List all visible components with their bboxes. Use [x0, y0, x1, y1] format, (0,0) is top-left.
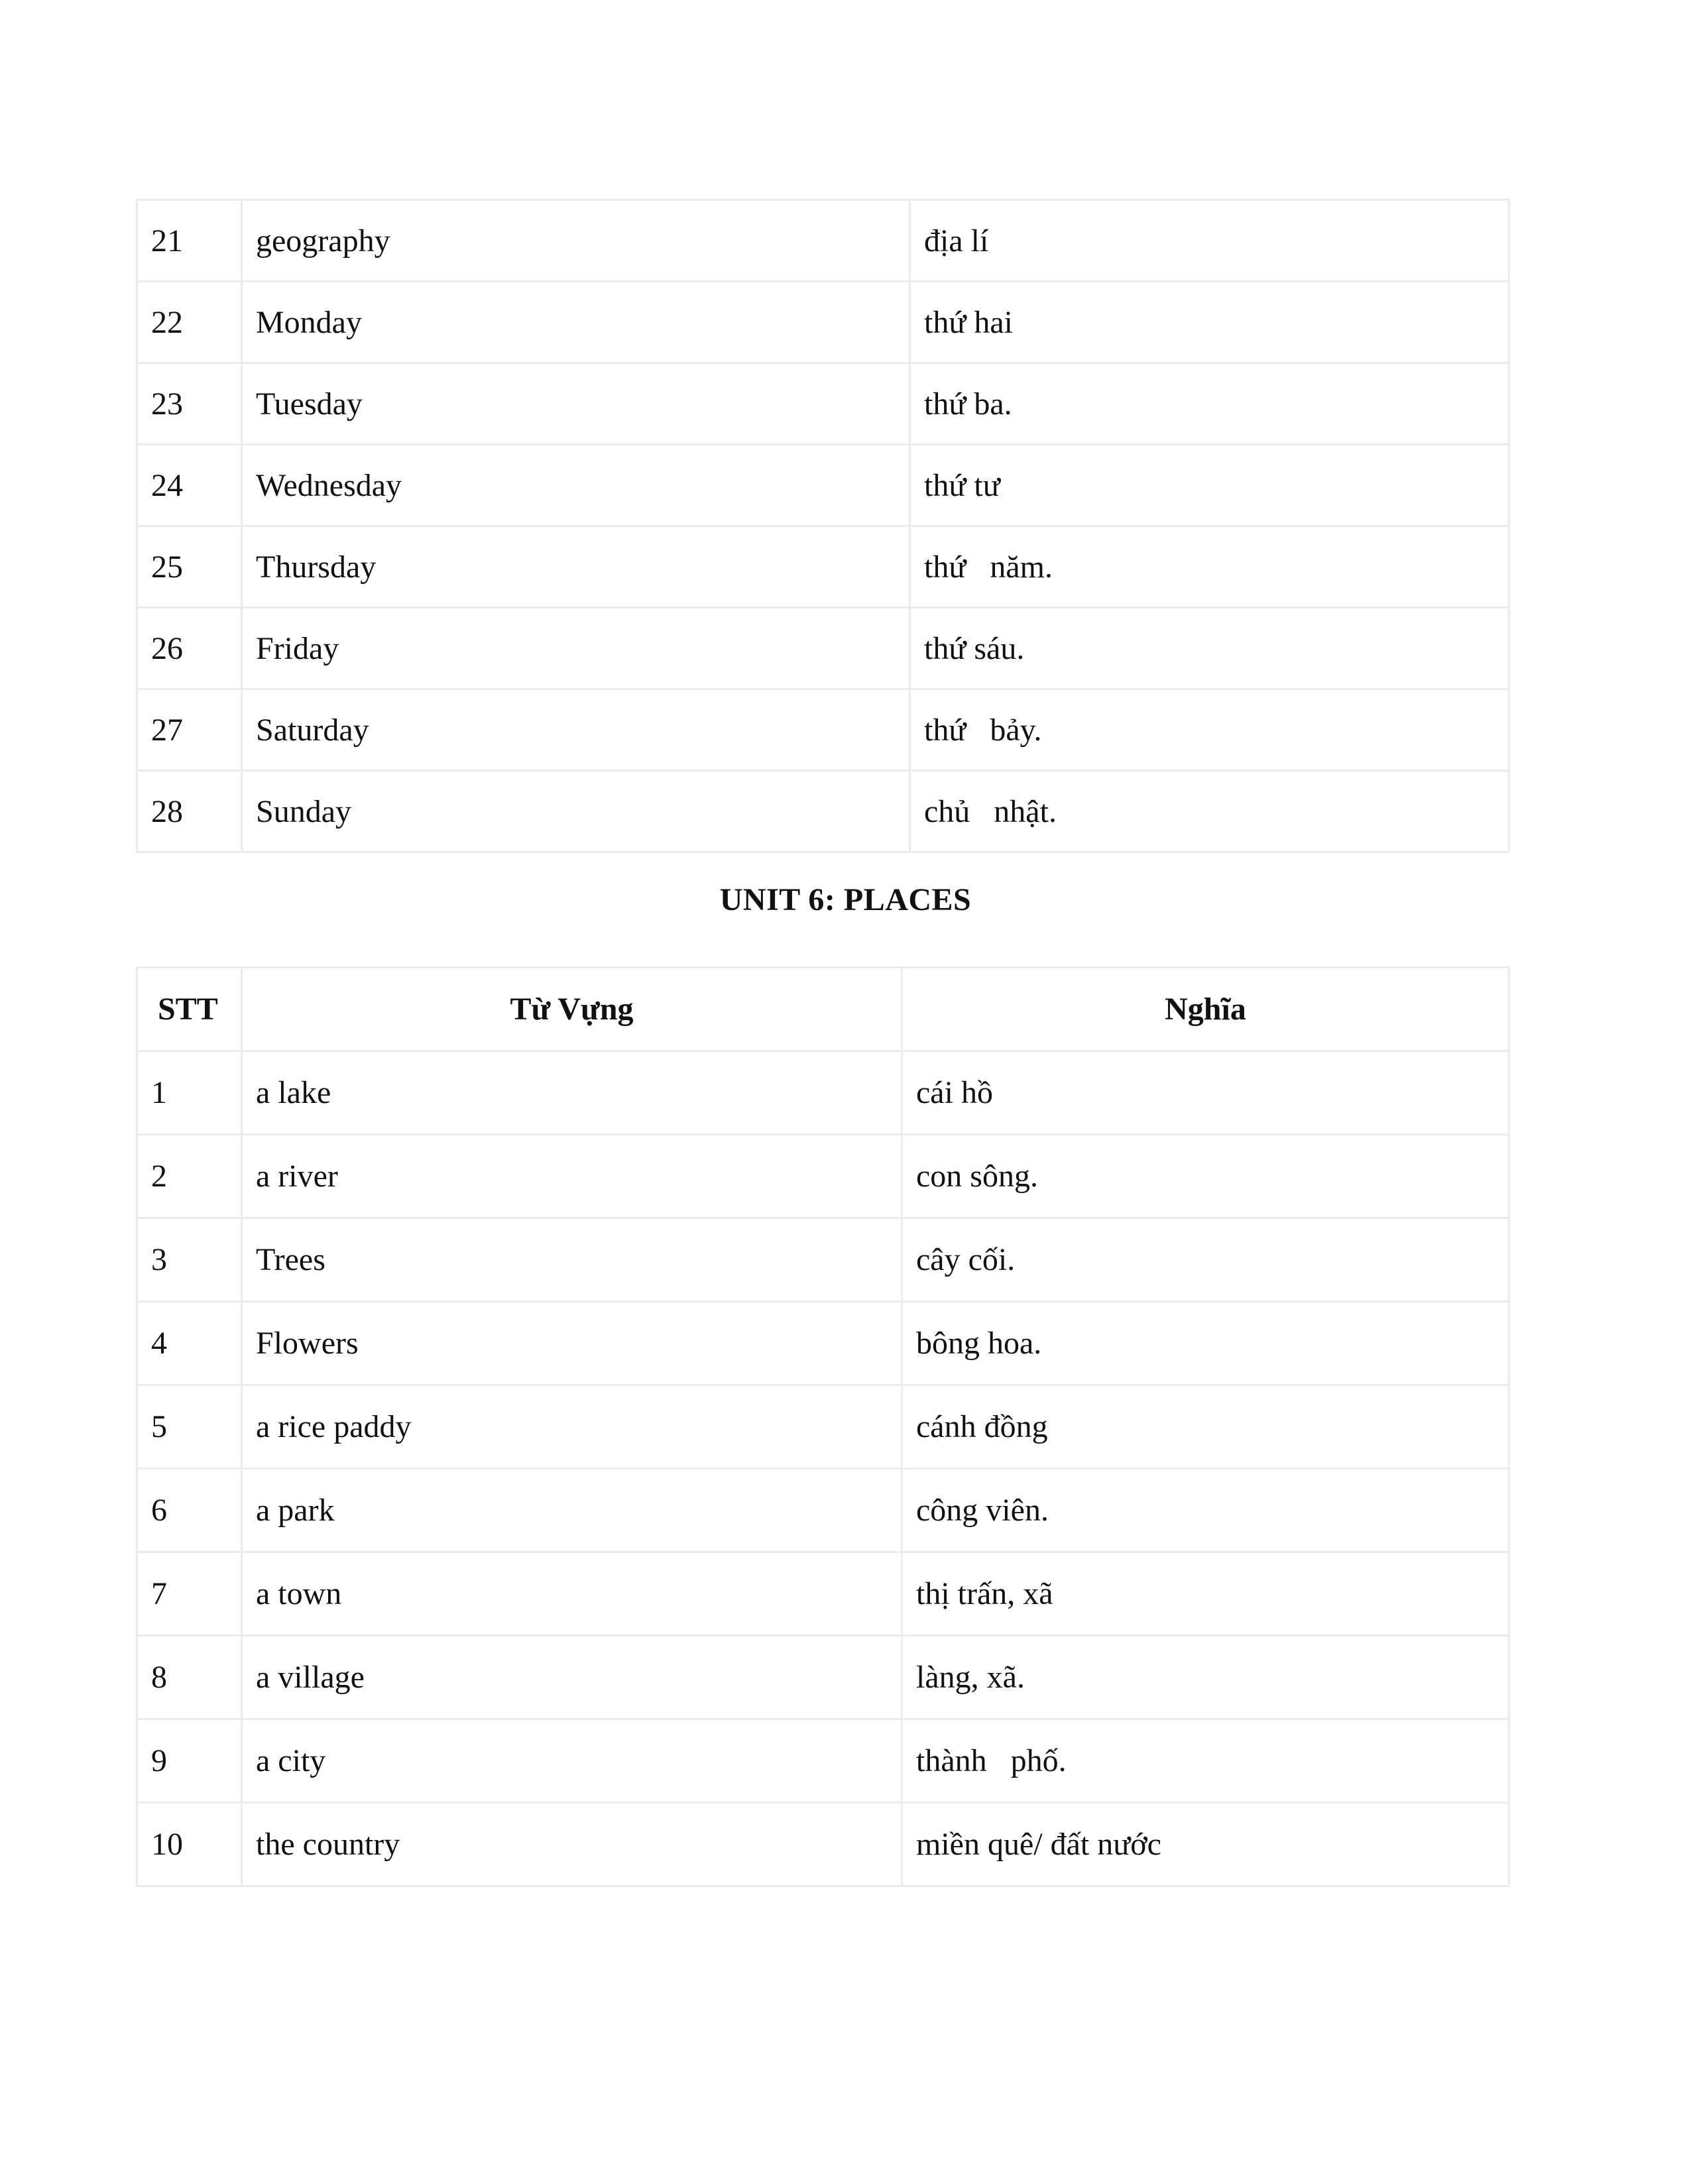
vocab-meaning: thứ sáu.: [910, 608, 1509, 689]
vocab-word: a village: [242, 1636, 902, 1719]
vocab-meaning: thứ hai: [910, 282, 1509, 363]
row-number: 10: [137, 1803, 242, 1886]
vocab-meaning: bông hoa.: [902, 1302, 1509, 1385]
vocab-word: a river: [242, 1135, 902, 1218]
row-number: 1: [137, 1051, 242, 1135]
table-row: [137, 1719, 1509, 1803]
column-header-meaning: Nghĩa: [902, 968, 1509, 1051]
row-number: 26: [137, 608, 242, 689]
vocab-meaning: thứ tư: [910, 445, 1509, 526]
row-number: 27: [137, 689, 242, 771]
vocab-word: a park: [242, 1469, 902, 1552]
row-number: 7: [137, 1552, 242, 1636]
row-number: 25: [137, 526, 242, 608]
vocab-word: Tuesday: [242, 363, 910, 445]
vocab-meaning: thứ năm.: [910, 526, 1509, 608]
row-number: 28: [137, 771, 242, 852]
row-number: 3: [137, 1218, 242, 1302]
table-row: [137, 526, 1509, 608]
vocab-word: Sunday: [242, 771, 910, 852]
vocab-meaning: con sông.: [902, 1135, 1509, 1218]
vocab-table-places: [136, 966, 1510, 1887]
row-number: 8: [137, 1636, 242, 1719]
table-row: [137, 1636, 1509, 1719]
vocab-word: Thursday: [242, 526, 910, 608]
table-row: [137, 1302, 1509, 1385]
row-number: 5: [137, 1385, 242, 1469]
table-row: [137, 608, 1509, 689]
vocab-meaning: miền quê/ đất nước: [902, 1803, 1509, 1886]
vocab-word: a rice paddy: [242, 1385, 902, 1469]
vocab-table-days: [136, 199, 1510, 853]
table-row: [137, 1469, 1509, 1552]
vocab-word: Saturday: [242, 689, 910, 771]
vocab-word: a lake: [242, 1051, 902, 1135]
table-row: [137, 282, 1509, 363]
column-header-word: Từ Vựng: [242, 968, 902, 1051]
vocab-word: Trees: [242, 1218, 902, 1302]
table-row: [137, 1135, 1509, 1218]
vocab-word: Flowers: [242, 1302, 902, 1385]
row-number: 23: [137, 363, 242, 445]
table-header-row: [137, 968, 1509, 1051]
column-header-stt: STT: [137, 968, 242, 1051]
vocab-meaning: địa lí: [910, 200, 1509, 282]
vocab-word: Friday: [242, 608, 910, 689]
vocab-meaning: thành phố.: [902, 1719, 1509, 1803]
vocab-meaning: làng, xã.: [902, 1636, 1509, 1719]
vocab-word: Wednesday: [242, 445, 910, 526]
table-row: [137, 1218, 1509, 1302]
vocab-meaning: thứ ba.: [910, 363, 1509, 445]
row-number: 4: [137, 1302, 242, 1385]
unit-title: UNIT 6: PLACES: [719, 882, 972, 917]
vocab-word: the country: [242, 1803, 902, 1886]
vocab-meaning: thứ bảy.: [910, 689, 1509, 771]
vocab-meaning: thị trấn, xã: [902, 1552, 1509, 1636]
table-row: [137, 1051, 1509, 1135]
table-row: [137, 689, 1509, 771]
row-number: 2: [137, 1135, 242, 1218]
vocab-meaning: chủ nhật.: [910, 771, 1509, 852]
table-row: [137, 1803, 1509, 1886]
row-number: 9: [137, 1719, 242, 1803]
vocab-meaning: công viên.: [902, 1469, 1509, 1552]
vocab-word: Monday: [242, 282, 910, 363]
row-number: 22: [137, 282, 242, 363]
row-number: 6: [137, 1469, 242, 1552]
table-row: [137, 445, 1509, 526]
table-row: [137, 200, 1509, 282]
vocab-meaning: cây cối.: [902, 1218, 1509, 1302]
vocab-word: a town: [242, 1552, 902, 1636]
table-row: [137, 1552, 1509, 1636]
table-row: [137, 771, 1509, 852]
table-row: [137, 1385, 1509, 1469]
row-number: 21: [137, 200, 242, 282]
row-number: 24: [137, 445, 242, 526]
vocab-word: a city: [242, 1719, 902, 1803]
vocab-meaning: cánh đồng: [902, 1385, 1509, 1469]
vocab-meaning: cái hồ: [902, 1051, 1509, 1135]
table-row: [137, 363, 1509, 445]
vocab-word: geography: [242, 200, 910, 282]
